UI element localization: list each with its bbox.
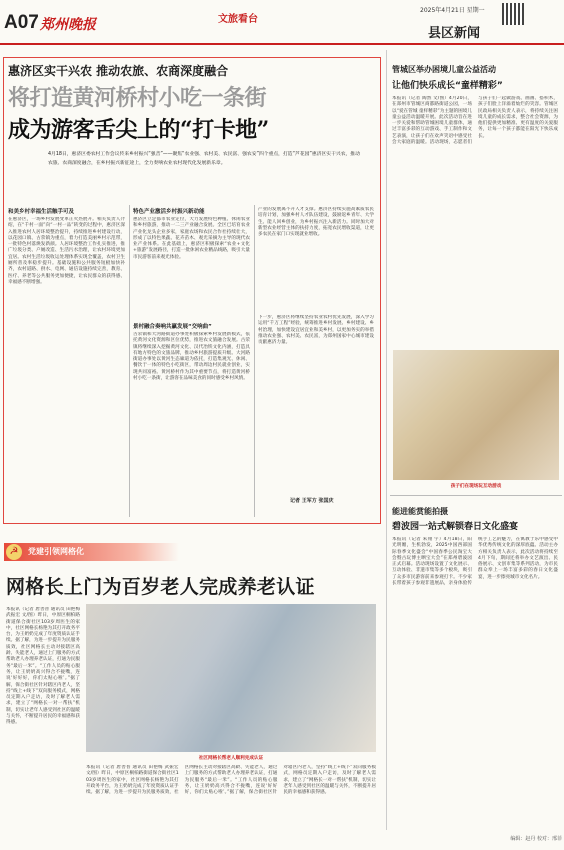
lead-subhead-1: 和美乡村幸福生活触手可及 xyxy=(8,209,75,215)
photo-caption: 孩子们在现场玩互动游戏 xyxy=(450,484,502,489)
issue-date: 2025年4月21日 星期一 xyxy=(420,7,485,14)
right-story2-title: 碧波园一站式解锁春日文化盛宴 xyxy=(392,522,519,532)
right-story2-kicker: 能进能赏能拍摄 xyxy=(392,507,448,516)
page-number: A07 xyxy=(4,12,39,33)
lead-column-5: 下一步，惠济区将继续坚持农业农村优先发展，深入学习运用“千万工程”经验，统筹推进乡村发展、乡村建设、乡村治理，加快建设宜居宜业和美乡村，以更加务实的举措推动农业强、农村美、农民富，为郑州国家中心城市建设贡献惠济力量。 xyxy=(258,315,374,346)
qr-code-icon[interactable] xyxy=(502,3,524,25)
grid-manager-photo xyxy=(86,604,376,752)
header-divider xyxy=(0,43,564,45)
section-banner-label: 党建引领网格化 xyxy=(28,547,84,556)
lead-title-line1: 将打造黄河桥村小吃一条街 xyxy=(8,85,267,111)
party-emblem-icon: ☭ xyxy=(6,544,22,560)
lead-column-3: 产业的发展离不开人才支撑。惠济区持续实施高素质农民培育计划，加强乡村人才队伍建设，鼓励返乡青年、大学生、能人回乡创业，为乡村振兴注入新活力。同时加大对新型农业经营主体的扶持力度，拓宽农民增收渠道，让更多农民在家门口实现就业增收。 xyxy=(258,207,374,238)
lead-column-1: 在惠济区，一场乡村发展变革正火热展开。相关负责人介绍，在“千村一面”向“一村一品”转变的过程中，惠济区深入推进农村人居环境整治提升，持续推进乡村建设行动，以花园口镇、古荥镇为重点，着力打造美丽乡村示范带，一批特色村落焕发新颜。人居环境整治工作扎实推进，推广垃圾分类、户厕改造、生活污水治理，让农村环境更加宜居。农村生活垃圾收运处理体系实现全覆盖，农村卫生厕所普及率稳步提升。基础设施和公共服务短板加快补齐，农村道路、供水、电网、通信设施持续完善，教育、医疗、养老等公共服务更加便捷，让农民群众的获得感、幸福感不断增强。 xyxy=(8,217,125,285)
right-story2-body: 本报讯（记者 朱翔 宇）4月18日，阳光明媚，生机勃发，2025中国西部国际春季文化盛会“中国春季公民淘宝大会暨古玩博主晒宝大会”在郑州碧波园正式启幕。活动现场设置了文化展示、互动体验、非遗市集等多个板块，吸引了众多市民游客前来参观打卡。不少家长带着孩子参观非遗展品，亲身体验传统手工艺的魅力，在寓教于乐中感受中华优秀传统文化的深厚底蕴。活动主办方相关负责人表示，此次活动将持续至4月下旬，期间还将举办文艺演出、民俗展示、文创市集等系列活动，为市民群众奉上一场丰富多彩的春日文化盛宴，进一步擦亮城市文化名片。 xyxy=(392,537,558,587)
bottom-story-body: 本报讯（记者 唐善普 通讯员 田艳梅 武振宏 文/图）昨日，中原区桐柏路街道保合街社区103岁周医生的家中，社区网格长杨艳为其打开政务平台，为王奶奶完成了年度资质认证手续。据了解，为进一步提升为民服务质效，社区网格长主动对接辖区高龄、失能老人，通过上门服务的方式帮助老人办理养老认证，打通为民服务“最后一米”。“工作人员的贴心服务，让王奶奶高兴得合不拢嘴，连说‘好好好，你们太贴心啦’。”据了解，保合街社区针对辖区内老人，坚持“线上+线下”双向服务模式，网格员定期入户走访，及时了解老人需求，建立了“网格长一对一帮扶”机制，切实让老年人感受到社区的温暖与关怀，不断提升居民的幸福感和获得感。 xyxy=(6,607,80,726)
column-rule xyxy=(386,50,387,830)
lead-column-4: 古荥镇和大河路街道办事处积极探索乡村发展新模式，依托黄河文化资源和区位优势，推进农文旅融合发展。古荥镇将继续深入挖掘黄河文化、汉代冶铁文化内涵，打造具有地方特色的文旅品牌，推动乡村旅游提质升级。大河路街道办事处以黄河生态廊道为依托，打造集观光、休闲、餐饮于一体的特色小吃街区，带动周边村民就业创业，实现共同富裕。黄河桥村作为其中重要节点，将打造黄河桥村小吃一条街，让游客在品味美食的同时感受乡村风情。 xyxy=(133,332,250,382)
lead-byline: 记者 王军方 张国庆 xyxy=(290,498,334,504)
lead-subhead-2: 特色产业激活乡村振兴新动能 xyxy=(133,209,205,215)
bottom-story-title: 网格长上门为百岁老人完成养老认证 xyxy=(6,576,315,598)
divider xyxy=(390,495,562,496)
column-rule xyxy=(254,205,255,517)
right-story-title: 让他们快乐成长“童样精彩” xyxy=(392,81,503,91)
photo-caption: 社区网格长帮老人顺利完成认证 xyxy=(198,756,264,761)
column-rule xyxy=(129,205,130,517)
column-title: 县区新闻 xyxy=(428,26,481,41)
children-activity-photo xyxy=(393,350,559,480)
page-footer: 编辑：赵丹 校对：邢菲 xyxy=(510,836,562,842)
bottom-story-body-cont: 本报讯（记者 唐善普 通讯员 田艳梅 武振宏 文/图）昨日，中原区桐柏路街道保合街社区103岁周医生的家中，社区网格长杨艳为其打开政务平台，为王奶奶完成了年度资质认证手续。据了解，为进一步提升为民服务质效，社区网格长主动对接辖区高龄、失能老人，通过上门服务的方式帮助老人办理养老认证，打通为民服务“最后一米”。“工作人员的贴心服务，让王奶奶高兴得合不拢嘴，连说‘好好好，你们太贴心啦’。”据了解，保合街社区针对辖区内老人，坚持“线上+线下”双向服务模式，网格员定期入户走访，及时了解老人需求，建立了“网格长一对一帮扶”机制，切实让老年人感受到社区的温暖与关怀，不断提升居民的幸福感和获得感。 xyxy=(86,765,376,796)
page-header xyxy=(0,0,564,44)
lead-kicker: 惠济区实干兴农 推动农旅、农商深度融合 xyxy=(8,64,229,78)
right-story-kicker: 管城区举办困境儿童公益活动 xyxy=(392,65,496,74)
lead-title-line2: 成为游客舌尖上的“打卡地” xyxy=(8,117,269,143)
section-tag: 文旅看台 xyxy=(218,14,258,25)
lead-standfirst: 4月18日，惠济区委农村工作会议传来乡村振兴“强音”——聚焦“农业强、农村美、农民富、强农安”四个重点，打造“芦花园”惠济区实干兴农，推动农旅、农商深度融合，在乡村振兴新征途上，全力奏响农业农村现代化发展新乐章。 xyxy=(48,152,360,166)
lead-column-2: 惠济区立足都市农业定位，大力发展特色种植、休闲农业和乡村旅游，推动一二三产业融合发展。全区已培育农业产业化龙头企业多家，家庭农场和农民合作社持续壮大，形成了以特色果蔬、花卉苗木、观光采摘为主导的现代农业产业体系。在此基础上，惠济区积极探索“农业+文化+旅游”发展路径，打造一批休闲农业精品线路，吸引大量市民游客前来观光体验。 xyxy=(133,217,250,260)
lead-subhead-4: 景村融合奏响共赢发展“交响曲” xyxy=(133,324,212,330)
right-story-body: 本报讯（记者 陶然 文/图）4月20日，在郑州市管城区商都路街道公园，一场以“爱在管城 童样精彩”为主题的困境儿童公益活动温暖开展。此次活动旨在进一步关爱和帮助管城困境儿童群体，通过丰富多彩的互动游戏、手工制作和文艺表演，让孩子们在欢声笑语中感受社会大家庭的温暖。活动现场，志愿者们与孩子们一起做游戏、画画、搭积木，孩子们脸上洋溢着灿烂的笑容。管城区民政局相关负责人表示，将持续关注困境儿童的成长需求，整合社会资源，为他们提供更加精准、更有温度的关爱服务，让每一个孩子都能在阳光下快乐成长。 xyxy=(392,96,558,146)
publication-name: 郑州晚报 xyxy=(40,17,96,33)
